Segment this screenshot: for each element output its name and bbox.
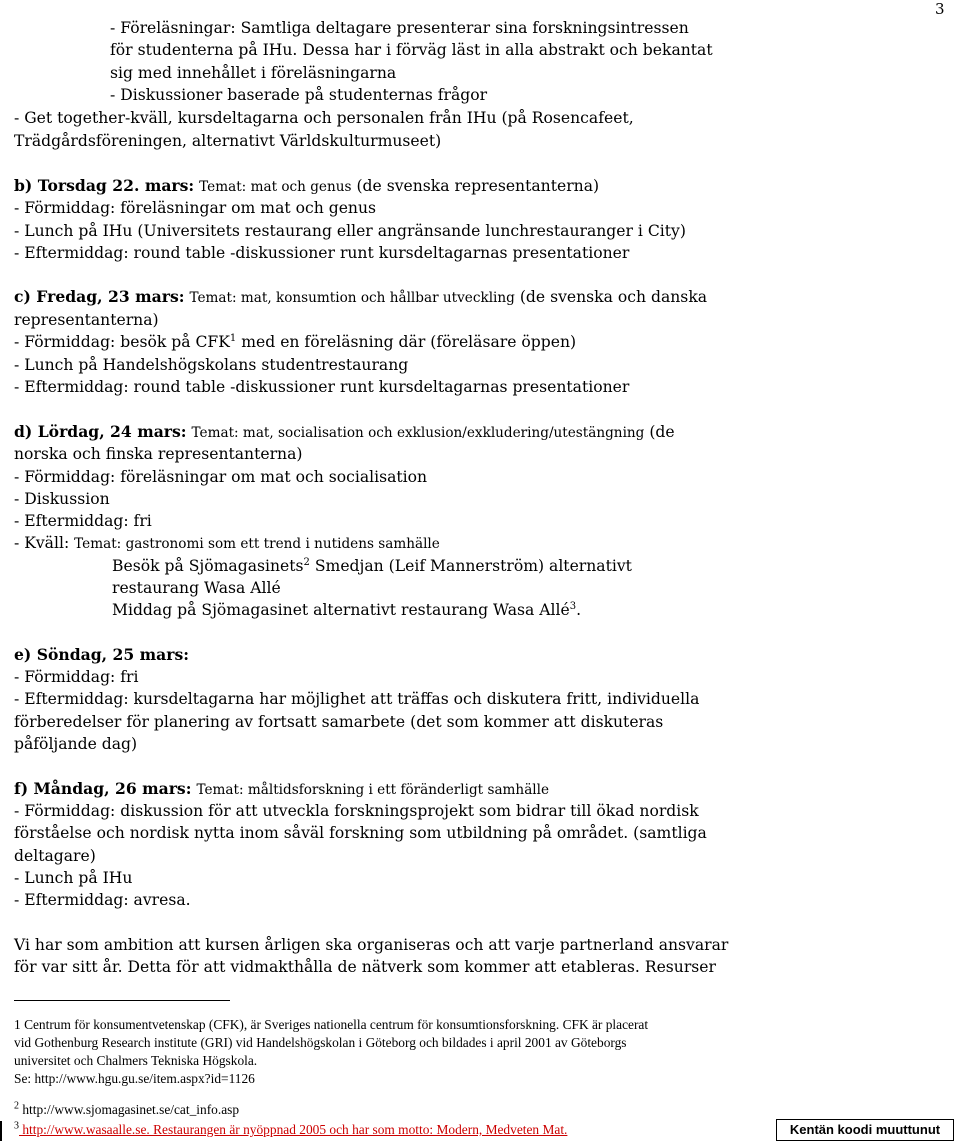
section-b-theme-rest: (de svenska representanterna) (356, 177, 600, 195)
footnote-3-number: 3 (14, 1120, 19, 1132)
text-line: - Lunch på Handelshögskolans studentrestaurang (14, 356, 409, 374)
section-c-theme-rest: (de svenska och danska (519, 288, 708, 306)
footnote-text: Se: http://www.hgu.gu.se/item.aspx?id=1126 (14, 1071, 255, 1086)
text-span: Smedjan (Leif Mannerström) alternativt (309, 557, 632, 575)
footnote-ref-1: 1 (229, 332, 237, 344)
change-bar (0, 1121, 2, 1141)
section-d-heading-line (14, 422, 675, 443)
text-span: - Kväll: (14, 534, 75, 552)
text-line: - Eftermiddag: round table -diskussioner runt kursdeltagarnas presentationer (14, 378, 630, 396)
text-line: förståelse och nordisk nytta inom såväl forskning som utbildning på området. (samtliga (14, 824, 707, 842)
footnote-text: universitet och Chalmers Tekniska Högskola. (14, 1053, 258, 1068)
text-line: Vi har som ambition att kursen årligen ska organiseras och att varje partnerland ansvarar (14, 936, 729, 954)
text-line: norska och finska representanterna) (14, 445, 303, 463)
footnote-ref-3: 3 (569, 600, 577, 612)
footnote-link[interactable]: http://www.sjomagasinet.se/cat_info.asp (22, 1102, 240, 1117)
footnote-3-line (14, 1122, 567, 1138)
text-line: - Eftermiddag: avresa. (14, 891, 191, 909)
section-e-heading: e) Söndag, 25 mars: (14, 645, 189, 664)
text-line: - Förmiddag: föreläsningar om mat och genus (14, 199, 377, 217)
footnote-link-tracked-change[interactable]: http://www.wasaalle.se. Restaurangen är nyöppnad 2005 och har som motto: Modern, Medveten Mat. (19, 1122, 568, 1137)
text-line: - Förmiddag: föreläsningar om mat och socialisation (14, 468, 428, 486)
text-span: med en föreläsning där (föreläsare öppen) (236, 333, 577, 351)
footnote-2-number: 2 (14, 1100, 19, 1112)
section-d-theme-rest: (de (649, 423, 675, 441)
section-f-theme: Temat: måltidsforskning i ett föränderligt samhälle (196, 782, 550, 798)
text-span: . (576, 601, 582, 619)
text-line: - Diskussioner baserade på studenternas frågor (110, 86, 488, 104)
section-b-heading-line (14, 176, 599, 197)
text-span: Middag på Sjömagasinet alternativt restaurang Wasa Allé (112, 601, 570, 619)
text-line: för var sitt år. Detta för att vidmakthålla de nätverk som kommer att etableras. Resurser (14, 958, 716, 976)
text-line-with-footnote (112, 600, 581, 620)
text-span: Besök på Sjömagasinets (112, 557, 304, 575)
footnote-ref-2: 2 (303, 556, 310, 568)
text-line: - Lunch på IHu (14, 869, 133, 887)
footnote-1-line (14, 1017, 648, 1033)
footnote-1-number: 1 (14, 1017, 21, 1032)
section-f-heading: f) Måndag, 26 mars: (14, 779, 192, 798)
section-c-heading: c) Fredag, 23 mars: (14, 287, 185, 306)
text-line: deltagare) (14, 847, 96, 865)
footnote-text: Centrum för konsumentvetenskap (CFK), är Sveriges nationella centrum för konsumtionsforskning. CFK är placerat (24, 1017, 649, 1032)
text-line: - Förmiddag: fri (14, 668, 139, 686)
text-line: - Eftermiddag: kursdeltagarna har möjlighet att träffas och diskutera fritt, individuella (14, 690, 700, 708)
footnote-text: vid Gothenburg Research institute (GRI) vid Handelshögskolan i Göteborg och bildades i april 2001 av Göteborgs (14, 1035, 627, 1050)
text-line: - Föreläsningar: Samtliga deltagare presenterar sina forskningsintressen (110, 19, 689, 37)
section-f-heading-line (14, 779, 549, 800)
text-line-with-footnote (14, 332, 576, 352)
footnote-separator (14, 1000, 230, 1001)
section-c-theme: Temat: mat, konsumtion och hållbar utveckling (189, 290, 515, 306)
text-line: - Eftermiddag: round table -diskussioner runt kursdeltagarnas presentationer (14, 244, 630, 262)
text-line (14, 533, 440, 554)
text-line: sig med innehållet i föreläsningarna (110, 64, 397, 82)
text-line: - Get together-kväll, kursdeltagarna och personalen från IHu (på Rosencafeet, (14, 109, 634, 127)
text-line: restaurang Wasa Allé (112, 579, 281, 597)
section-b-heading: b) Torsdag 22. mars: (14, 176, 195, 195)
text-span: - Förmiddag: besök på CFK (14, 333, 230, 351)
text-line: Trädgårdsföreningen, alternativt Världskulturmuseet) (14, 132, 442, 150)
section-d-heading: d) Lördag, 24 mars: (14, 422, 187, 441)
footnote-2-line (14, 1102, 239, 1118)
section-c-heading-line (14, 287, 707, 308)
evening-theme: Temat: gastronomi som ett trend i nutidens samhälle (74, 536, 440, 552)
text-line: - Lunch på IHu (Universitets restaurang eller angränsande lunchrestauranger i City) (14, 222, 686, 240)
field-code-changed-balloon: Kentän koodi muuttunut (776, 1119, 954, 1141)
text-line: - Förmiddag: diskussion för att utveckla forskningsprojekt som bidrar till ökad nordisk (14, 802, 699, 820)
text-line: för studenterna på IHu. Dessa har i förväg läst in alla abstrakt och bekantat (110, 41, 713, 59)
section-b-theme: Temat: mat och genus (199, 179, 352, 195)
text-line: - Eftermiddag: fri (14, 512, 152, 530)
text-line: representanterna) (14, 311, 159, 329)
page-number: 3 (935, 0, 945, 18)
section-d-theme: Temat: mat, socialisation och exklusion/exkludering/utestängning (191, 425, 645, 441)
text-line: påföljande dag) (14, 735, 138, 753)
text-line-with-footnote (112, 556, 632, 576)
text-line: förberedelser för planering av fortsatt samarbete (det som kommer att diskuteras (14, 713, 664, 731)
text-line: - Diskussion (14, 490, 110, 508)
